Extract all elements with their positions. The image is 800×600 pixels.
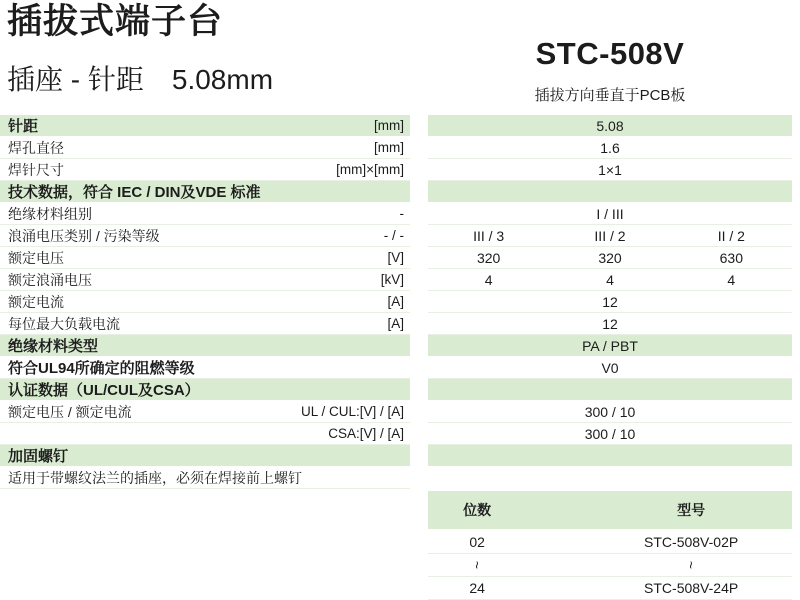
order-row [428, 577, 792, 600]
order-table [428, 491, 792, 600]
order-row [428, 531, 792, 554]
spec-row [0, 137, 792, 159]
spec-label-cell [0, 137, 410, 159]
spec-unit: [kV] [380, 272, 404, 287]
spec-value: 300 / 10 [584, 403, 636, 420]
spec-unit: [mm] [374, 118, 404, 133]
range-tilde: ~ [683, 560, 700, 570]
spec-row [0, 357, 792, 379]
spec-value-cell [428, 445, 792, 467]
spec-value-cell [428, 115, 792, 137]
spec-label-cell [0, 423, 410, 445]
spec-value: 320 [598, 249, 622, 266]
spec-value-cell [428, 313, 792, 335]
spec-label: 绝缘材料类型 [8, 338, 99, 355]
spec-label: 额定电流 [8, 293, 64, 310]
order-table-body [428, 531, 792, 600]
spec-value-cell [428, 159, 792, 181]
spec-row [0, 203, 792, 225]
spec-value: III / 2 [594, 227, 626, 244]
model-note: 插拔方向垂直于PCB板 [534, 87, 686, 104]
spec-row [0, 269, 792, 291]
order-col-header: 型号 [677, 502, 706, 518]
spec-value: I / III [596, 205, 624, 222]
spec-label-cell [0, 115, 410, 137]
spec-label-cell [0, 181, 410, 203]
spec-row [0, 115, 792, 137]
spec-label-cell [0, 379, 410, 401]
spec-value-cell [428, 247, 792, 269]
spec-row [0, 313, 792, 335]
spec-value: PA / PBT [582, 337, 638, 354]
spec-value: III / 3 [473, 227, 505, 244]
spec-label: 额定电压 / 额定电流 [8, 403, 132, 420]
spec-row [0, 247, 792, 269]
spec-label-cell [0, 467, 410, 489]
spec-value: 5.08 [596, 117, 624, 134]
spec-label: 加固螺钉 [8, 448, 69, 465]
spec-label: 认证数据（UL/CUL及CSA） [8, 382, 200, 399]
spec-value: V0 [601, 359, 619, 376]
spec-unit: [mm]×[mm] [336, 162, 404, 177]
spec-value: 4 [727, 271, 736, 288]
spec-label-cell [0, 203, 410, 225]
spec-label-cell [0, 291, 410, 313]
spec-label-cell [0, 445, 410, 467]
spec-table [0, 115, 792, 489]
order-partnumber-cell: STC-508V-02P [644, 534, 739, 550]
spec-unit: CSA:[V] / [A] [328, 426, 404, 441]
spec-unit: [mm] [374, 140, 404, 155]
spec-label-cell [0, 401, 410, 423]
spec-row [0, 401, 792, 423]
spec-unit: [V] [387, 250, 404, 265]
spec-label: 技术数据，符合 IEC / DIN及VDE 标准 [8, 184, 261, 201]
spec-value-cell [428, 291, 792, 313]
spec-label-cell [0, 313, 410, 335]
spec-value: 12 [602, 315, 618, 332]
spec-label: 针距 [8, 118, 39, 135]
spec-row [0, 159, 792, 181]
order-positions-cell: 02 [469, 534, 485, 550]
spec-value: 320 [476, 249, 501, 266]
order-row [428, 554, 792, 577]
spec-value-cell [428, 181, 792, 203]
spec-label: 绝缘材料组别 [8, 205, 92, 222]
spec-value: 300 / 10 [584, 425, 636, 442]
spec-label-cell [0, 159, 410, 181]
spec-value-cell [428, 467, 792, 489]
spec-row [0, 335, 792, 357]
spec-value-cell [428, 423, 792, 445]
spec-value-cell [428, 137, 792, 159]
page-subtitle: 插座 - 针距 5.08mm [7, 64, 274, 95]
spec-row [0, 225, 792, 247]
spec-label-cell [0, 335, 410, 357]
spec-row [0, 291, 792, 313]
spec-label: 额定电压 [8, 249, 64, 266]
spec-label: 焊针尺寸 [8, 161, 64, 178]
spec-value-cell [428, 335, 792, 357]
spec-label: 额定浪涌电压 [8, 271, 92, 288]
spec-label: 符合UL94所确定的阻燃等级 [8, 360, 195, 377]
spec-value-cell [428, 269, 792, 291]
spec-row [0, 423, 792, 445]
order-partnumber-cell [526, 557, 792, 573]
spec-row [0, 181, 792, 203]
spec-value: II / 2 [717, 227, 745, 244]
spec-unit: UL / CUL:[V] / [A] [300, 404, 404, 419]
model-number: STC-508V [535, 36, 685, 71]
order-table-header [428, 491, 792, 531]
order-positions-cell [428, 557, 526, 573]
spec-value-cell [428, 203, 792, 225]
spec-unit: - / - [383, 228, 404, 243]
spec-label: 每位最大负载电流 [8, 315, 120, 332]
spec-row [0, 445, 792, 467]
page-title: 插拔式端子台 [7, 2, 224, 41]
range-tilde: ~ [469, 560, 486, 570]
spec-label: 适用于带螺纹法兰的插座，必须在焊接前上螺钉 [8, 469, 302, 486]
spec-label-cell [0, 247, 410, 269]
spec-unit: [A] [387, 294, 404, 309]
spec-value-cell [428, 401, 792, 423]
spec-label-cell [0, 357, 410, 379]
spec-unit: - [399, 206, 404, 221]
spec-value-cell [428, 357, 792, 379]
spec-label: 浪涌电压类别 / 污染等级 [8, 227, 160, 244]
spec-row [0, 379, 792, 401]
spec-label-cell [0, 225, 410, 247]
spec-label: 焊孔直径 [8, 139, 64, 156]
order-col-header: 位数 [463, 502, 492, 518]
spec-value: 1×1 [598, 161, 622, 178]
spec-value: 4 [606, 271, 614, 288]
spec-value: 1.6 [600, 139, 620, 156]
spec-value-cell [428, 225, 792, 247]
spec-value: 12 [602, 293, 618, 310]
spec-label-cell [0, 269, 410, 291]
spec-value-cell [428, 379, 792, 401]
spec-unit: [A] [387, 316, 404, 331]
order-partnumber-cell: STC-508V-24P [644, 580, 739, 596]
order-positions-cell: 24 [469, 580, 485, 596]
spec-row [0, 467, 792, 489]
spec-value: 630 [719, 249, 743, 266]
spec-value: 4 [484, 271, 493, 288]
